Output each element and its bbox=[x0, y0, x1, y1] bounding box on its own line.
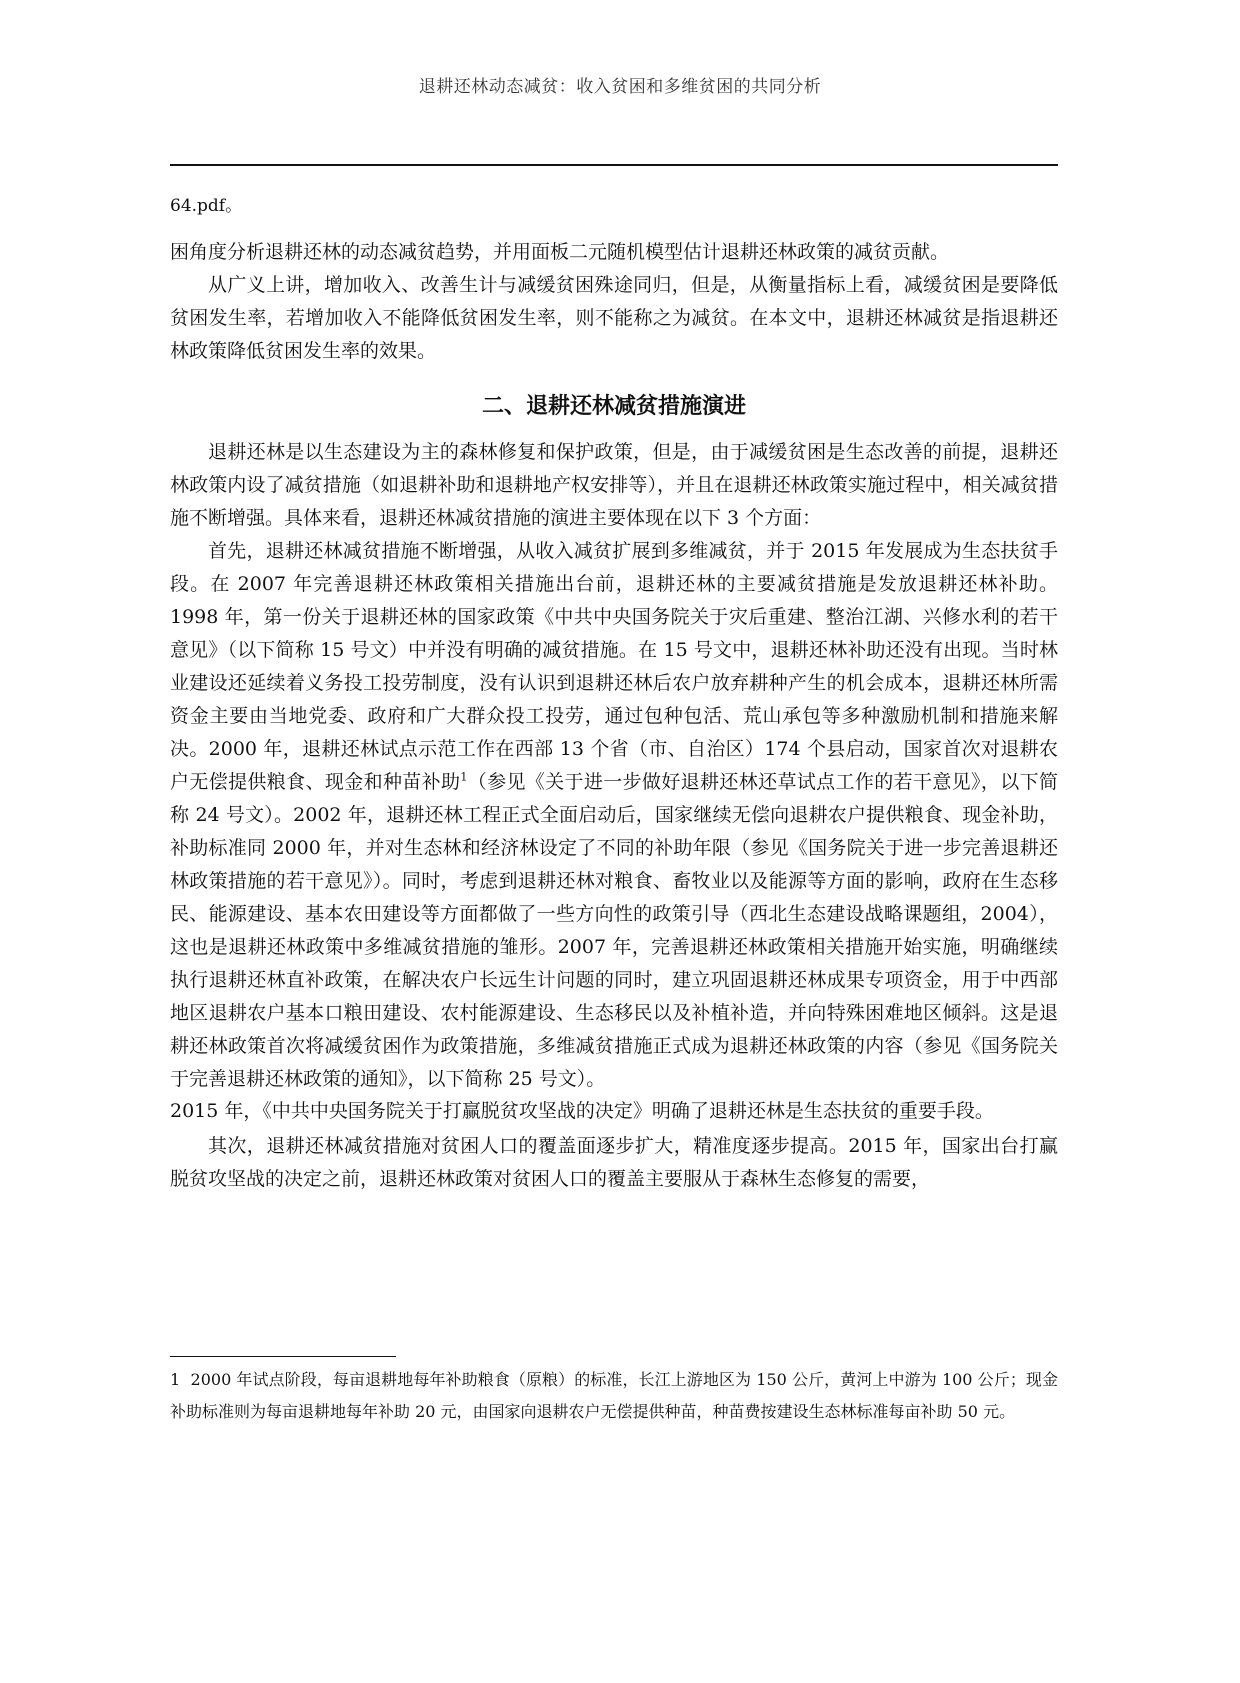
reference-fragment: 64.pdf。 bbox=[170, 196, 243, 216]
footnote-number: 1 bbox=[170, 1370, 181, 1389]
paragraph-section-2-part-b: （参见《关于进一步做好退耕还林还草试点工作的若干意见》，以下简称 24 号文）。2002 年，退耕还林工程正式全面启动后，国家继续无偿向退耕农户提供粮食、现金补助，补助标准同 2000 年，并对生态林和经济林设定了不同的补助年限（参见《国务院关于进一步完善退耕还林政策措施的若干意见》）。同时，考虑到退耕还林对粮食、畜牧业以及能源等方面的影响，政府在生态移民、能源建设、基本农田建设等方面都做了一些方向性的政策引导（西北生态建设战略课题组，2004），这也是退耕还林政策中多维减贫措施的雏形。2007 年，完善退耕还林政策相关措施开始实施，明确继续执行退耕还林直补政策，在解决农户长远生计问题的同时，建立巩固退耕还林成果专项资金，用于中西部地区退耕农户基本口粮田建设、农村能源建设、生态移民以及补植补造，并向特殊困难地区倾斜。这是退耕还林政策首次将减缓贫困作为政策措施，多维减贫措施正式成为退耕还林政策的内容（参见《国务院关于完善退耕还林政策的通知》，以下简称 25 号文）。 bbox=[170, 771, 1058, 1090]
footnote-text: 2000 年试点阶段，每亩退耕地每年补助粮食（原粮）的标准，长江上游地区为 150 公斤，黄河上中游为 100 公斤；现金补助标准则为每亩退耕地每年补助 20 元，由国家向退耕农户无偿提供种苗，种苗费按建设生态林标准每亩补助 50 元。 bbox=[170, 1370, 1058, 1421]
header-rule bbox=[170, 164, 1058, 166]
paragraph-section-4: 其次，退耕还林减贫措施对贫困人口的覆盖面逐步扩大，精准度逐步提高。2015 年，国家出台打赢脱贫攻坚战的决定之前，退耕还林政策对贫困人口的覆盖主要服从于森林生态修复的需要， bbox=[170, 1135, 1058, 1190]
paragraph-section-1: 退耕还林是以生态建设为主的森林修复和保护政策，但是，由于减缓贫困是生态改善的前提，退耕还林政策内设了减贫措施（如退耕补助和退耕地产权安排等），并且在退耕还林政策实施过程中，相关减贫措施不断增强。具体来看，退耕还林减贫措施的演进主要体现在以下 3 个方面： bbox=[170, 441, 1058, 529]
running-header: 退耕还林动态减贫：收入贫困和多维贫困的共同分析 bbox=[418, 77, 822, 97]
paragraph-intro-2: 从广义上讲，增加收入、改善生计与减缓贫困殊途同归，但是，从衡量指标上看，减缓贫困是要降低贫困发生率，若增加收入不能降低贫困发生率，则不能称之为减贫。在本文中，退耕还林减贫是指退耕还林政策降低贫困发生率的效果。 bbox=[170, 274, 1058, 362]
body-text bbox=[170, 192, 1058, 1196]
paragraph-section-2 bbox=[170, 535, 1058, 1096]
section-heading: 二、退耕还林减贫措施演进 bbox=[481, 394, 746, 419]
footnote-rule bbox=[170, 1356, 396, 1357]
paragraph-section-3: 2015 年，《中共中央国务院关于打赢脱贫攻坚战的决定》明确了退耕还林是生态扶贫的重要手段。 bbox=[170, 1100, 994, 1122]
footnote bbox=[170, 1364, 1058, 1428]
paragraph-intro-1: 困角度分析退耕还林的动态减贫趋势，并用面板二元随机模型估计退耕还林政策的减贫贡献。 bbox=[170, 241, 950, 263]
footnote-reference[interactable]: 1 bbox=[460, 770, 468, 784]
paragraph-section-2-part-a: 首先，退耕还林减贫措施不断增强，从收入减贫扩展到多维减贫，并于 2015 年发展成为生态扶贫手段。在 2007 年完善退耕还林政策相关措施出台前，退耕还林的主要减贫措施是发放退耕还林补助。 1998 年，第一份关于退耕还林的国家政策《中共中央国务院关于灾后重建、整治江湖、兴修水利的若干意见》（以下简称 15 号文）中并没有明确的减贫措施。在 15 号文中，退耕还林补助还没有出现。当时林业建设还延续着义务投工投劳制度，没有认识到退耕还林后农户放弃耕种产生的机会成本，退耕还林所需资金主要由当地党委、政府和广大群众投工投劳，通过包种包活、荒山承包等多种激励机制和措施来解决。2000 年，退耕还林试点示范工作在西部 13 个省（市、自治区）174 个县启动，国家首次对退耕农户无偿提供粮食、现金和种苗补助 bbox=[170, 540, 1058, 793]
